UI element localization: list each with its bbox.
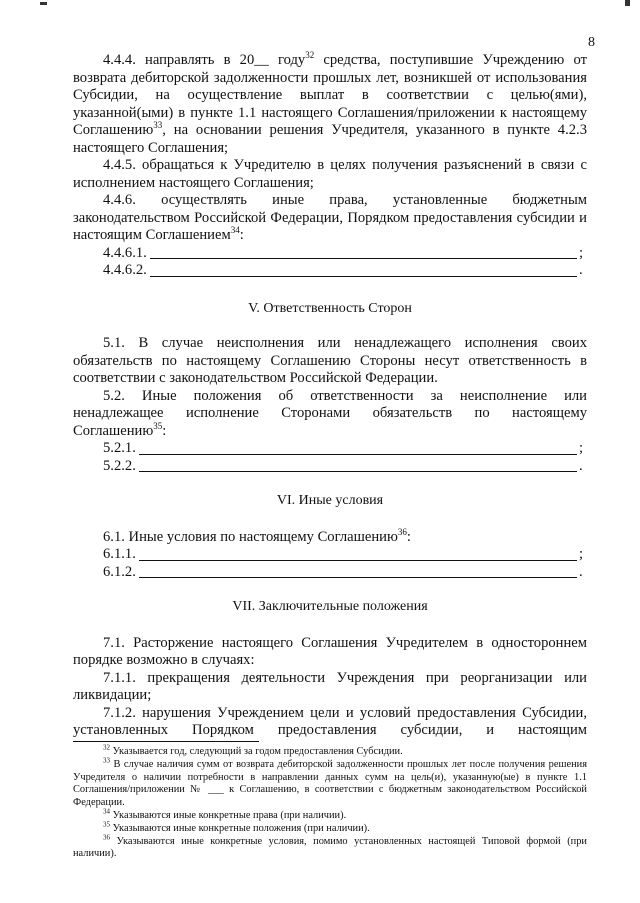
clause-5-2: 5.2. Иные положения об ответственности за неисполнение или ненадлежащее исполнение Сторонами обязательств по настоящему Соглашению$^{35}$: [73,387,587,439]
footnote-32: $^{32}$ Указывается год, следующий за годом предоставления Субсидии. [103,743,403,757]
clause-4-4-5: 4.4.5. обращаться к Учредителю в целях получения разъяснений в связи с исполнением настоящего Соглашения; [73,157,587,191]
blank-field[interactable] [139,441,577,455]
fill-line-6-1-1: 6.1.1. ; [103,546,584,562]
scan-mark [625,0,630,6]
clause-4-4-6: 4.4.6. осуществлять иные права, установленные бюджетным законодательством Российской Федерации, Порядком предоставления субсидии и настоящим Соглашением$^{34}$: [73,192,587,243]
footnote-33: $^{33}$ В случае наличия сумм от возврата дебиторской задолженности прошлых лет после получения решения Учредителя о наличии потребности в направлении данных сумм на цель(и), указанную(ые) в пункте 1.1 Соглашения/приложении № ___ к Соглашению, в соответствии с бюджетным законодательством Российской Федерации. [73,756,587,809]
clause-7-1-2: 7.1.2. нарушения Учреждением цели и условий предоставления Субсидии, установленных Порядком предоставления субсидии, и настоящим [73,704,587,738]
footnote-separator [73,741,259,742]
clause-6-1: 6.1. Иные условия по настоящему Соглашению$^{36}$: [103,526,411,545]
fill-line-4-4-6-2: 4.4.6.2. . [103,262,583,278]
footnotes [73,743,587,861]
footnote-35: $^{35}$ Указываются иные конкретные положения (при наличии). [103,820,370,834]
footnote-36: $^{36}$ Указываются иные конкретные условия, помимо установленных настоящей Типовой формой (при наличии). [73,833,587,860]
fill-line-5-2-2: 5.2.2. . [103,457,583,474]
section-7-heading: VII. Заключительные положения [232,599,428,614]
footnote-ref: 32 [305,50,315,61]
footnote-ref: 36 [397,526,407,537]
section-5-heading: V. Ответственность Сторон [248,300,412,316]
clause-5-1: 5.1. В случае неисполнения или ненадлежащего исполнения своих обязательств по настоящему Соглашению Стороны несут ответственность в соответствии с законодательством Российской Федерации. [73,335,587,386]
fill-line-6-1-2: 6.1.2. . [103,563,583,580]
footnote-ref: 34 [230,225,240,236]
blank-field[interactable] [150,245,577,259]
clause-7-1: 7.1. Расторжение настоящего Соглашения Учредителем в одностороннем порядке возможно в случаях: [73,634,587,668]
fill-line-5-2-1: 5.2.1. ; [103,440,584,456]
document-body [73,52,587,740]
fill-line-4-4-6-1: 4.4.6.1. ; [103,244,584,261]
blank-field[interactable] [139,458,577,472]
footnote-ref: 33 [153,120,163,131]
section-6-heading: VI. Иные условия [276,493,384,508]
clause-7-1-1: 7.1.1. прекращения деятельности Учреждения при реорганизации или ликвидации; [73,669,587,703]
footnote-ref: 35 [153,420,163,431]
blank-field[interactable] [139,547,577,561]
blank-field[interactable] [139,564,577,578]
scan-mark [40,2,47,5]
footnote-34: $^{34}$ Указываются иные конкретные права (при наличии). [103,807,347,821]
blank-field[interactable] [150,263,577,277]
page-number: 8 [588,35,595,50]
clause-4-4-4: 4.4.4. направлять в 20__ году$^{32}$ средства, поступившие Учреждению от возврата дебиторской задолженности прошлых лет, возникшей от использования Субсидии, на осуществление выплат в соответствии с целью(ями), указанной(ыми) в пункте 1.1 настоящего Соглашения/приложении к настоящему Соглашению$^{33}$, на основании решения Учредителя, указанного в пункте 4.2.3 настоящего Соглашения; [73,50,587,156]
